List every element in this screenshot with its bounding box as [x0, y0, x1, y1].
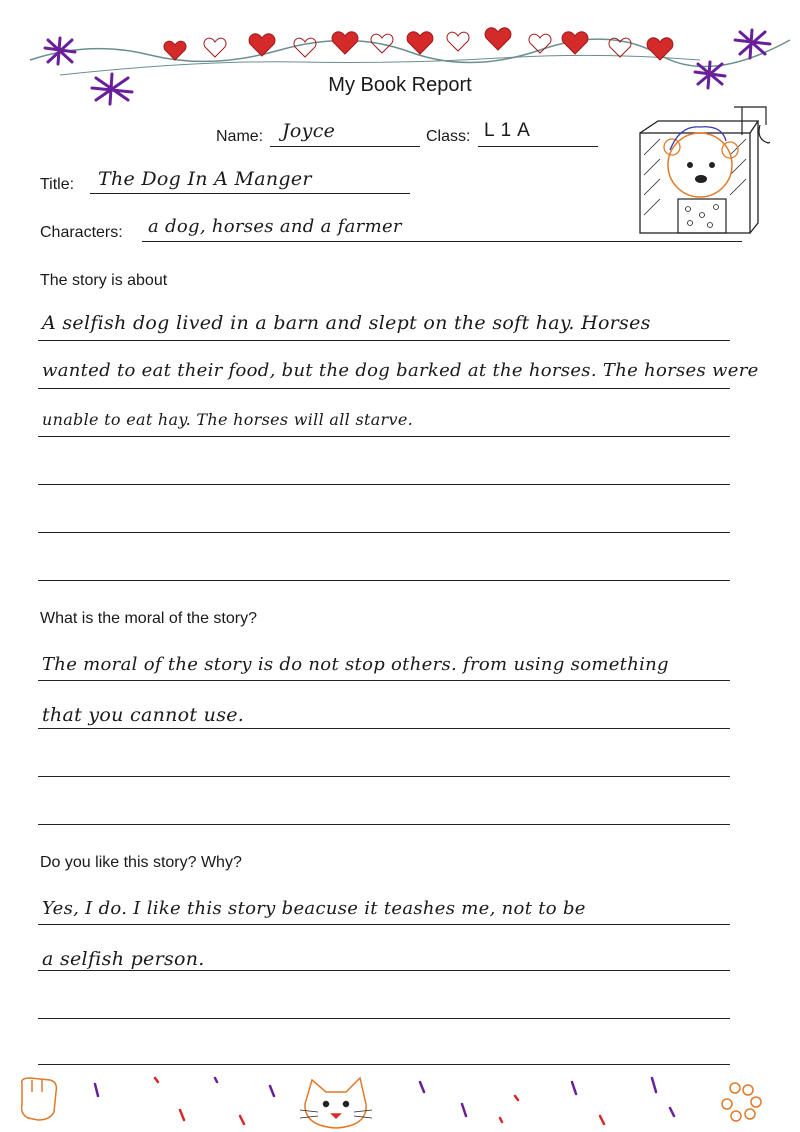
cat-drawing	[300, 1078, 372, 1128]
story-line-2: wanted to eat their food, but the dog barked at the horses. The horses were	[42, 360, 759, 381]
moral-line-1: The moral of the story is do not stop others. from using something	[42, 654, 669, 675]
opinion-line-1: Yes, I do. I like this story beacuse it teashes me, not to be	[42, 898, 586, 919]
class-underline	[478, 146, 598, 147]
answer-line	[38, 924, 730, 925]
opinion-prompt: Do you like this story? Why?	[40, 854, 242, 871]
moral-line-2: that you cannot use.	[42, 704, 245, 726]
class-value: L1A	[484, 120, 536, 141]
heart-icon	[447, 32, 469, 51]
answer-line	[38, 388, 730, 389]
book-title-label: Title:	[40, 176, 75, 193]
bracelet-drawing	[722, 1083, 761, 1121]
star-icon	[45, 38, 75, 64]
answer-line	[38, 532, 730, 533]
heart-icon	[407, 32, 433, 54]
confetti	[95, 1078, 674, 1124]
story-line-3: unable to eat hay. The horses will all starve.	[42, 410, 413, 429]
answer-line	[38, 1064, 730, 1065]
book-title-value: The Dog In A Manger	[98, 168, 312, 190]
class-label: Class:	[426, 128, 471, 145]
heart-icon	[164, 41, 186, 60]
fist-drawing	[22, 1078, 57, 1120]
wavy-border-line-lower	[60, 55, 700, 75]
answer-line	[38, 824, 730, 825]
answer-line	[38, 728, 730, 729]
answer-line	[38, 970, 730, 971]
heart-icon	[562, 32, 588, 54]
answer-line	[38, 340, 730, 341]
name-value: Joyce	[282, 120, 336, 142]
answer-line	[38, 436, 730, 437]
answer-line	[38, 1018, 730, 1019]
heart-icon	[204, 38, 226, 57]
moral-prompt: What is the moral of the story?	[40, 610, 257, 627]
answer-line	[38, 484, 730, 485]
answer-line	[38, 680, 730, 681]
page-title: My Book Report	[328, 74, 472, 96]
story-prompt: The story is about	[40, 272, 168, 289]
characters-value: a dog, horses and a farmer	[148, 216, 402, 237]
characters-underline	[142, 241, 742, 242]
name-underline	[270, 146, 420, 147]
heart-icon	[485, 28, 511, 50]
star-icon	[735, 30, 770, 58]
book-title-underline	[90, 193, 410, 194]
teddy-bear-drawing	[630, 95, 770, 245]
heart-icon	[294, 38, 316, 57]
bottom-border	[0, 1070, 800, 1132]
answer-line	[38, 580, 730, 581]
opinion-line-2: a selfish person.	[42, 948, 205, 970]
story-line-1: A selfish dog lived in a barn and slept on the soft hay. Horses	[42, 312, 651, 334]
characters-label: Characters:	[40, 224, 123, 241]
answer-line	[38, 776, 730, 777]
name-label: Name:	[216, 128, 264, 145]
heart-icon	[332, 32, 358, 54]
